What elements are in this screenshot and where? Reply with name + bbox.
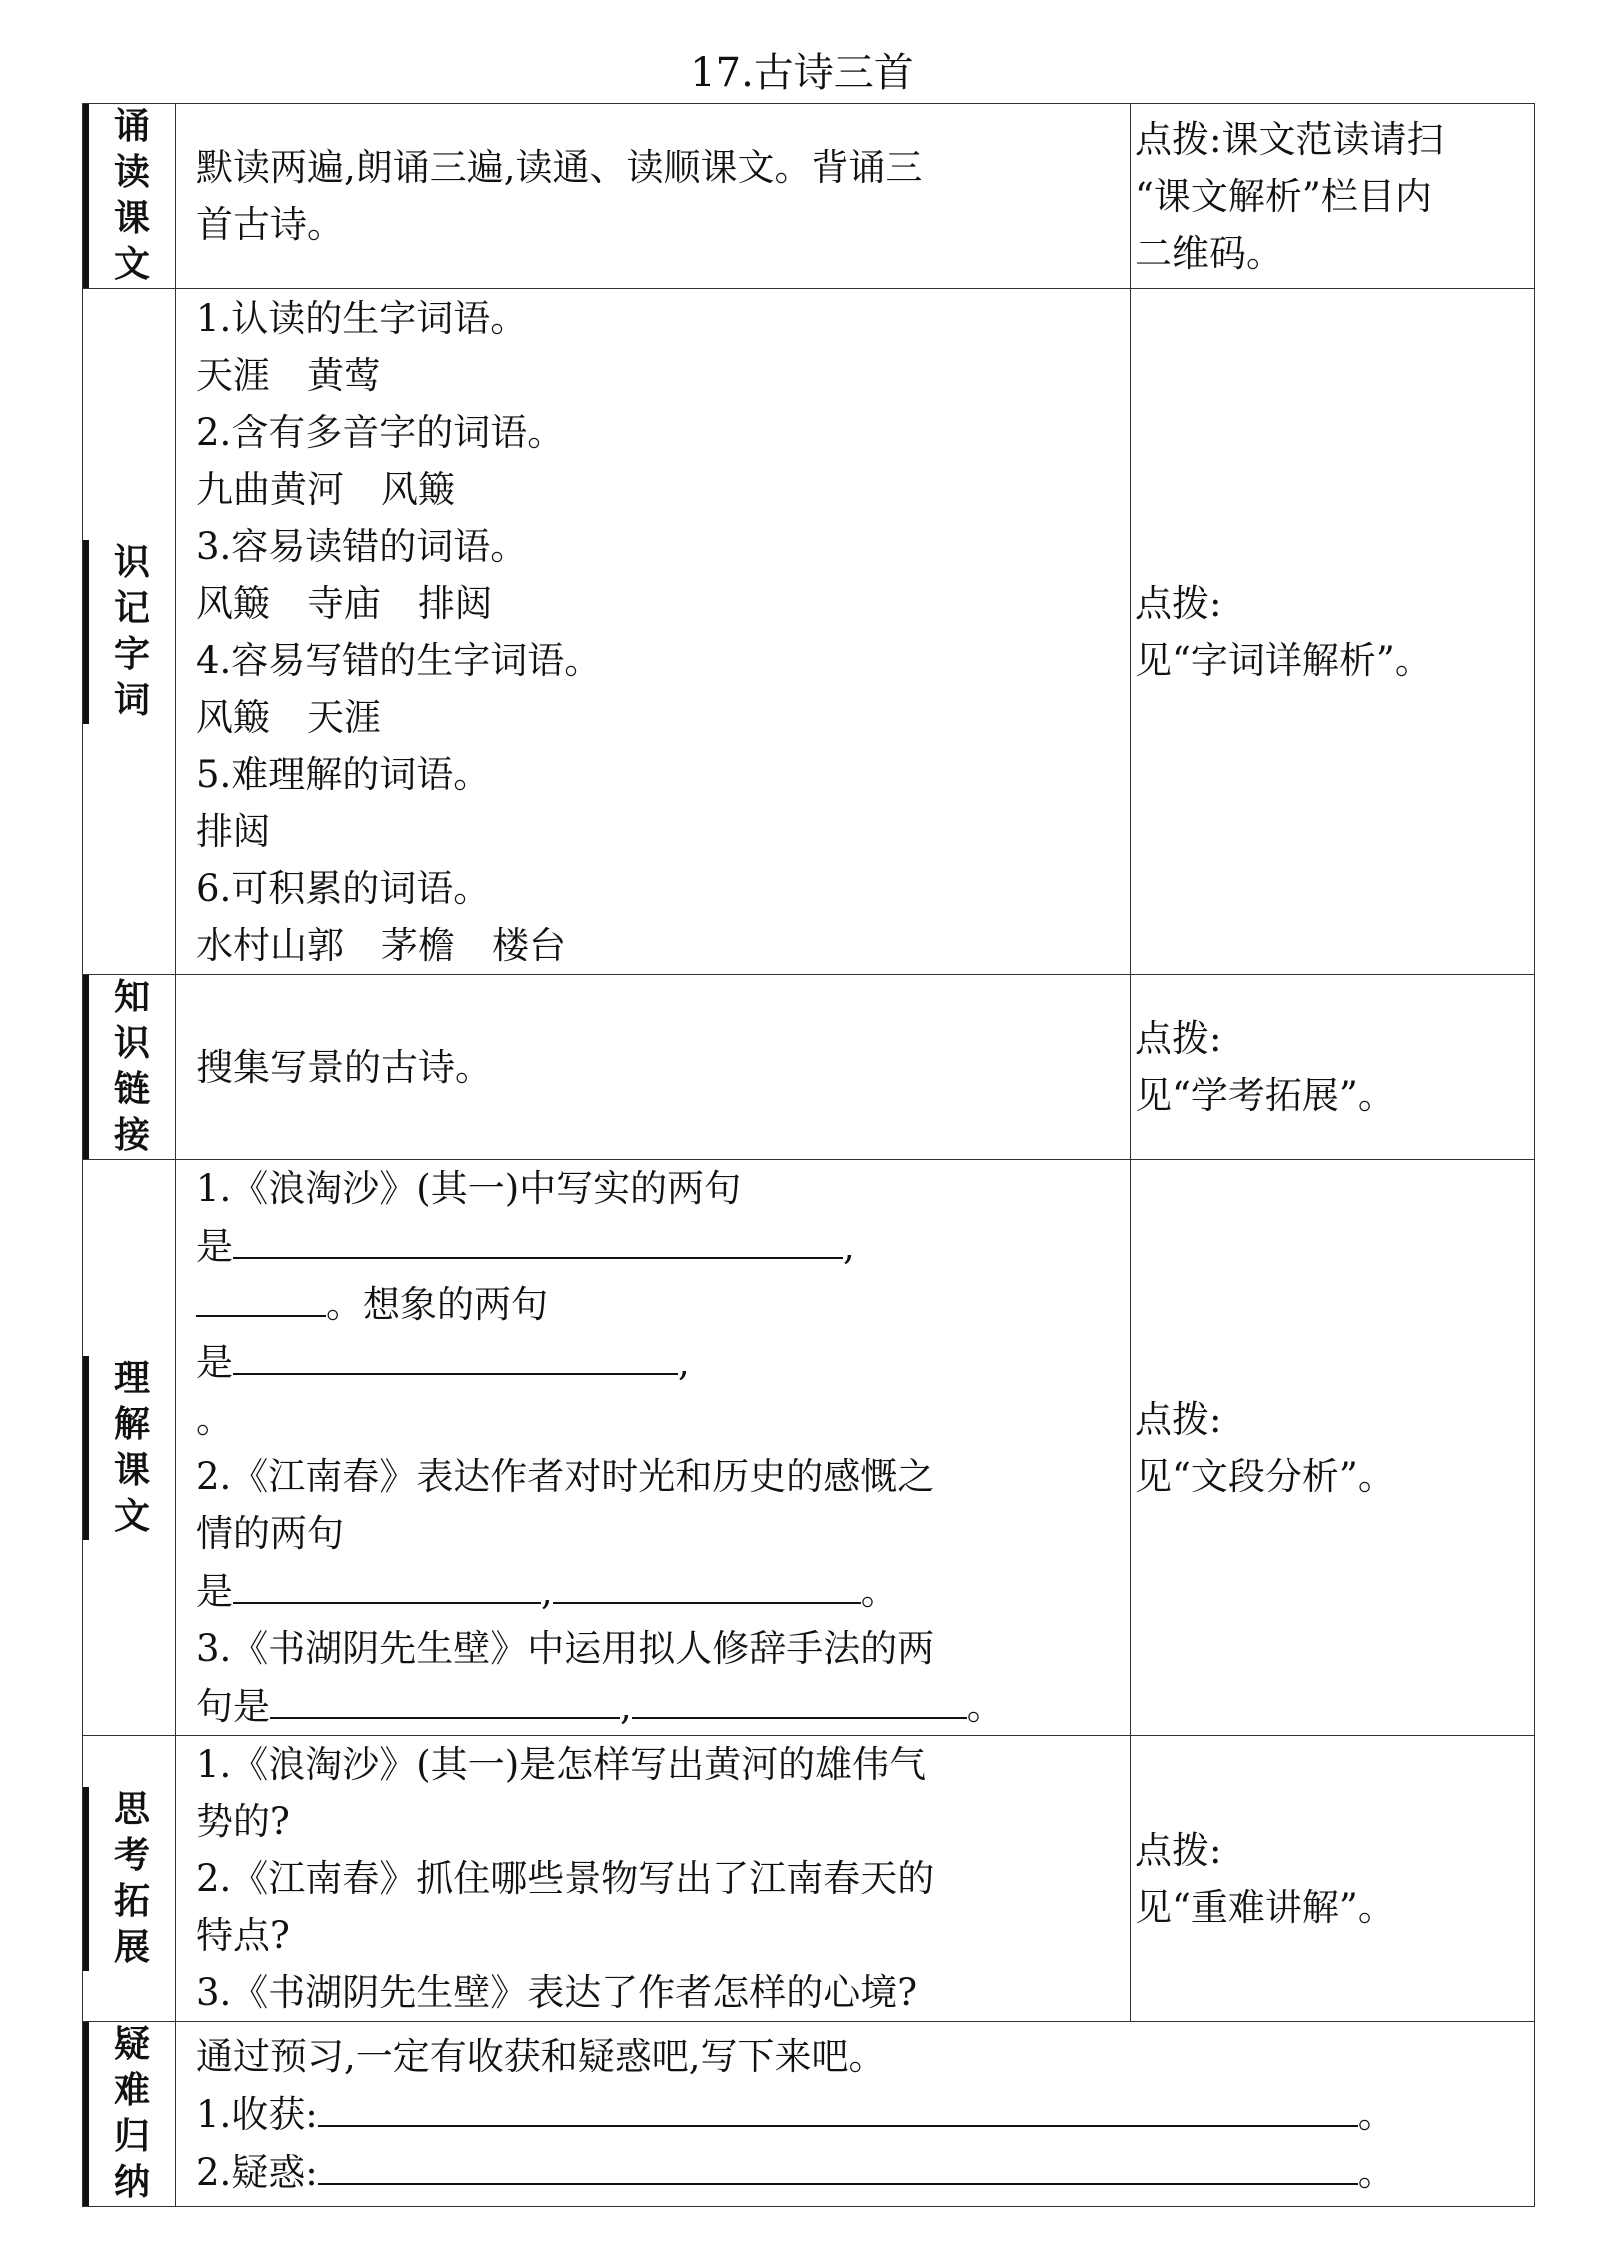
knowledge-content: 搜集写景的古诗。 <box>176 975 1131 1160</box>
doubt-input[interactable] <box>318 2143 1358 2185</box>
row-summary <box>83 2022 1535 2207</box>
answer-blank[interactable] <box>233 1217 843 1259</box>
think-content: 1.《浪淘沙》(其一)是怎样写出黄河的雄伟气 势的? 2.《江南春》抓住哪些景物写出了江南春天的 特点? 3.《书湖阴先生壁》表达了作者怎样的心境? <box>176 1736 1131 2022</box>
answer-blank[interactable] <box>270 1677 620 1719</box>
think-tip: 点拨: 见“重难讲解”。 <box>1131 1736 1535 2022</box>
recite-tip: 点拨:课文范读请扫 “课文解析”栏目内 二维码。 <box>1131 104 1535 289</box>
recite-content: 默读两遍,朗诵三遍,读通、读顺课文。背诵三 首古诗。 <box>176 104 1131 289</box>
gain-input[interactable] <box>318 2085 1358 2127</box>
words-content: 1.认读的生字词语。 天涯 黄莺 2.含有多音字的词语。 九曲黄河 风簸 3.容易读错的词语。 风簸 寺庙 排闼 4.容易写错的生字词语。 风簸 天涯 5.难理解的词语。 排闼 6.可积累的词语。 水村山郭 茅檐 楼台 <box>176 289 1131 975</box>
row-think <box>83 1736 1535 2022</box>
knowledge-tip: 点拨: 见“学考拓展”。 <box>1131 975 1535 1160</box>
row-understand <box>83 1160 1535 1736</box>
answer-blank[interactable] <box>233 1333 678 1375</box>
row-words <box>83 289 1535 975</box>
row-knowledge <box>83 975 1535 1160</box>
page-title: 17.古诗三首 <box>690 50 914 96</box>
row-label-knowledge: 知 识 链 接 <box>83 975 176 1160</box>
understand-content: 1.《浪淘沙》(其一)中写实的两句 是 , 。想象的两句 是 , 。 2.《江南春》表达作者对时光和历史的感慨之 情的两句 是 , 。 3.《书湖阴先生壁》中运用拟人修辞手法的两 句是 , 。 <box>176 1160 1131 1736</box>
row-recite <box>83 104 1535 289</box>
summary-content: 通过预习,一定有收获和疑惑吧,写下来吧。 1.收获: 。 2.疑惑: 。 <box>176 2022 1535 2207</box>
answer-blank[interactable] <box>233 1562 541 1604</box>
preview-table <box>82 103 1535 2207</box>
words-tip: 点拨: 见“字词详解析”。 <box>1131 289 1535 975</box>
row-label-understand: 理 解 课 文 <box>83 1160 176 1736</box>
row-label-words: 识 记 字 词 <box>83 289 176 975</box>
row-label-think: 思 考 拓 展 <box>83 1736 176 2022</box>
row-label-recite: 诵 读 课 文 <box>83 104 176 289</box>
answer-blank[interactable] <box>196 1275 326 1317</box>
answer-blank[interactable] <box>632 1677 967 1719</box>
row-label-summary: 疑 难 归 纳 <box>83 2022 176 2207</box>
understand-tip: 点拨: 见“文段分析”。 <box>1131 1160 1535 1736</box>
answer-blank[interactable] <box>553 1562 861 1604</box>
